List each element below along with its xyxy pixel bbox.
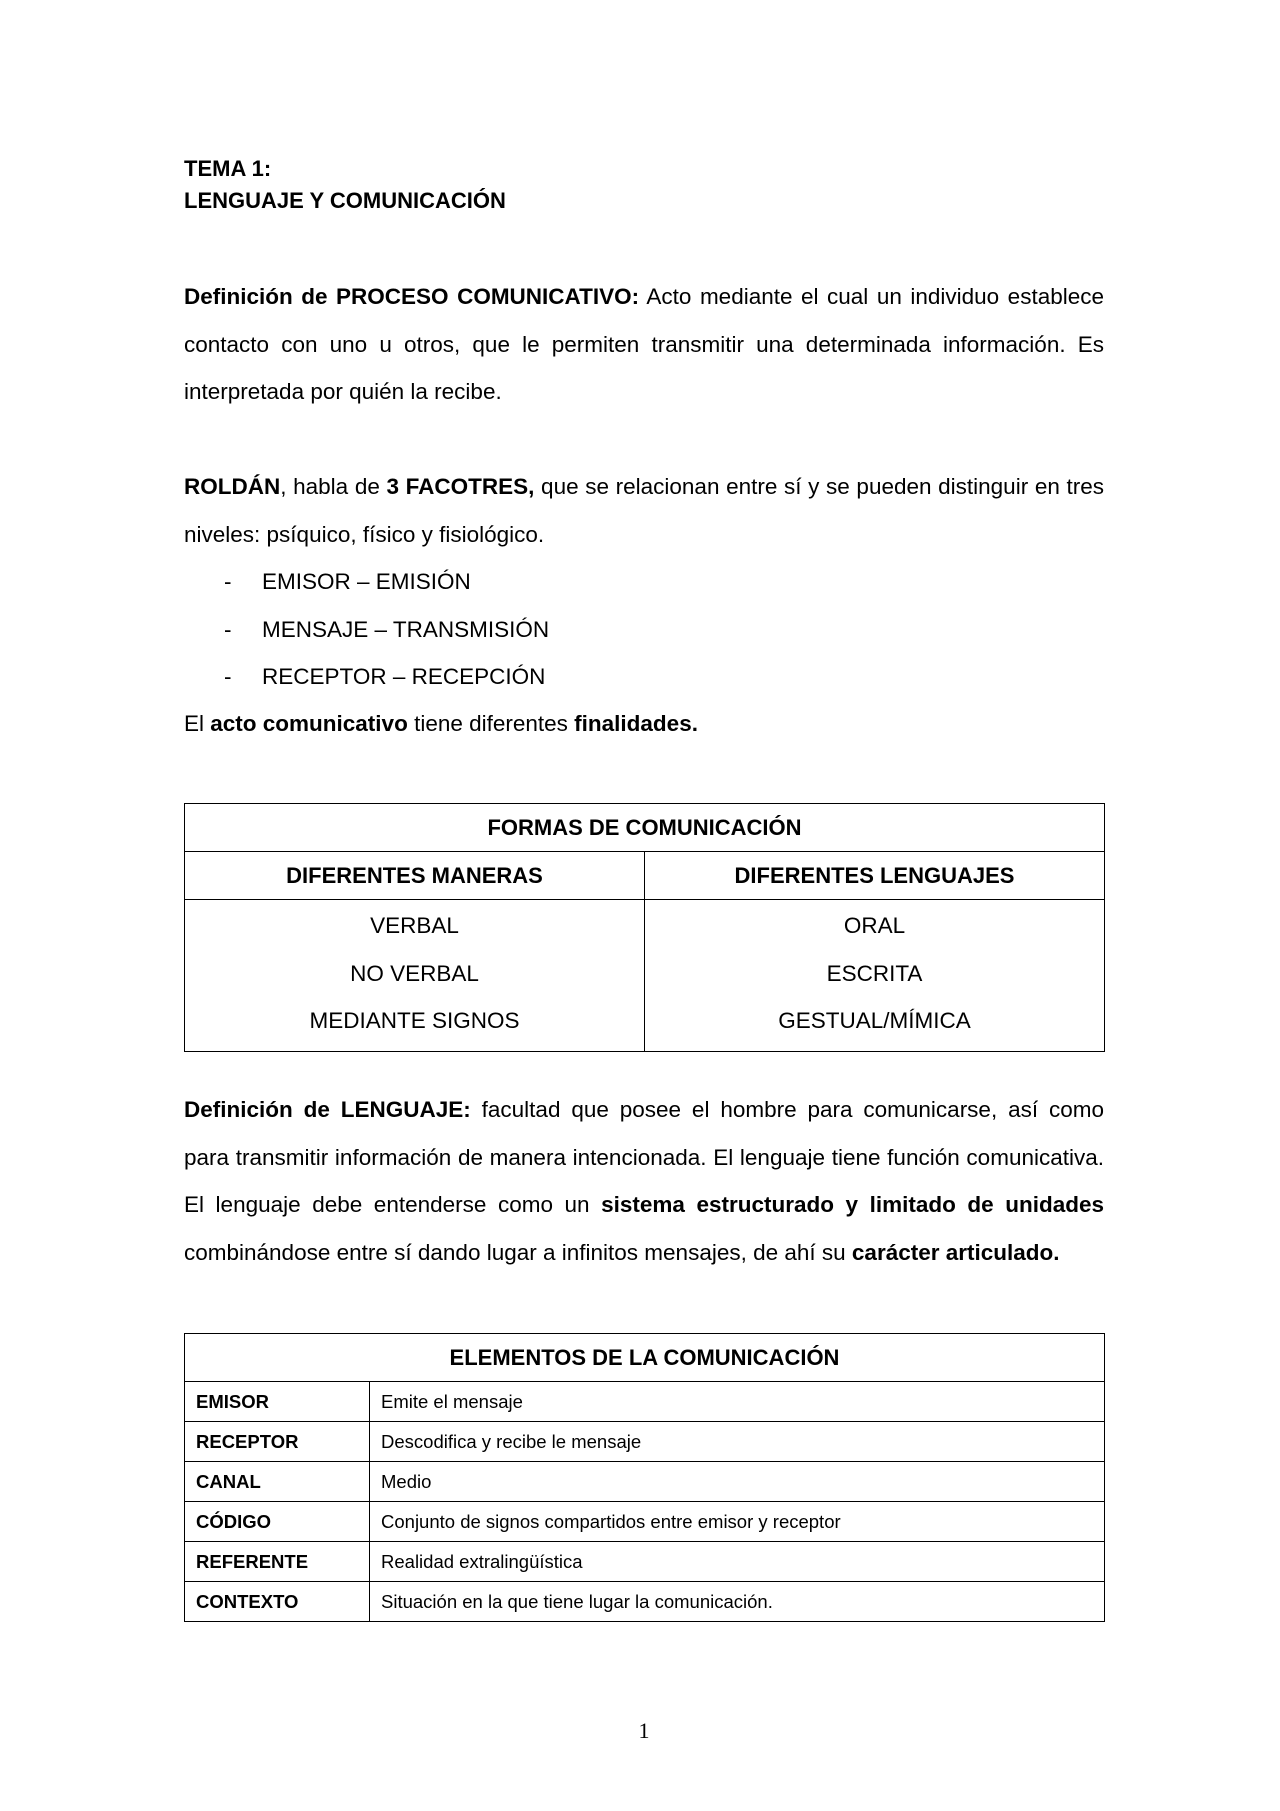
roldan-paragraph: [184, 463, 1104, 558]
acto-bold-2: finalidades.: [574, 711, 698, 736]
formas-col2-cell: [645, 900, 1105, 1052]
acto-text-1: El: [184, 711, 211, 736]
list-item-text: RECEPTOR – RECEPCIÓN: [262, 664, 546, 689]
acto-line: [184, 700, 698, 748]
elementos-table: [184, 1333, 1105, 1622]
element-definition: Emite el mensaje: [370, 1382, 1105, 1422]
element-definition: Realidad extralingüística: [370, 1542, 1105, 1582]
table-row: [185, 1542, 1105, 1582]
lenguaje-bold-1: sistema estructurado y limitado de unidades: [601, 1192, 1105, 1217]
formas-col1-item: NO VERBAL: [350, 960, 479, 986]
tema-label: TEMA 1:: [184, 156, 272, 181]
list-dash: -: [224, 664, 232, 689]
element-term: REFERENTE: [185, 1542, 370, 1582]
element-term: RECEPTOR: [185, 1422, 370, 1462]
formas-col2-item: ESCRITA: [826, 960, 923, 986]
page-title: LENGUAJE Y COMUNICACIÓN: [184, 188, 506, 213]
formas-col2-item: GESTUAL/MÍMICA: [778, 1008, 971, 1033]
lenguaje-text-2: combinándose entre sí dando lugar a infinitos mensajes, de ahí su: [184, 1239, 852, 1265]
formas-table-title: FORMAS DE COMUNICACIÓN: [185, 804, 1105, 852]
table-row: [185, 1582, 1105, 1622]
list-item-text: EMISOR – EMISIÓN: [262, 569, 471, 594]
element-term: CONTEXTO: [185, 1582, 370, 1622]
lenguaje-paragraph: [184, 1086, 1104, 1276]
table-row: [185, 1422, 1105, 1462]
proceso-paragraph: [184, 273, 1104, 416]
elementos-table-title: ELEMENTOS DE LA COMUNICACIÓN: [185, 1334, 1105, 1382]
element-definition: Medio: [370, 1462, 1105, 1502]
acto-text-2: tiene diferentes: [407, 711, 575, 736]
element-definition: Descodifica y recibe le mensaje: [370, 1422, 1105, 1462]
list-item: [184, 653, 1104, 701]
roldan-name: ROLDÁN: [184, 474, 281, 499]
list-item-text: MENSAJE – TRANSMISIÓN: [262, 616, 550, 642]
proceso-text: Acto mediante el cual un individuo establece contacto con uno u otros, que le permiten transmitir una determinada información. Es interpretada por quién la recibe.: [184, 284, 1105, 404]
element-term: CÓDIGO: [185, 1502, 370, 1542]
lenguaje-text-1: facultad que posee el hombre para comunicarse, así como para transmitir información de manera intencionada. El lenguaje tiene función comunicativa. El lenguaje debe entenderse como un: [184, 1097, 1104, 1217]
list-dash: -: [224, 569, 232, 594]
formas-col1-cell: [185, 900, 645, 1052]
proceso-label: Definición de PROCESO COMUNICATIVO:: [184, 284, 640, 309]
list-item: [184, 558, 1104, 606]
lenguaje-label: Definición de LENGUAJE:: [184, 1097, 471, 1122]
formas-col2-header: DIFERENTES LENGUAJES: [645, 852, 1105, 900]
element-definition: Situación en la que tiene lugar la comunicación.: [370, 1582, 1105, 1622]
table-row: [185, 1382, 1105, 1422]
formas-col2-item: ORAL: [843, 913, 906, 938]
page-number: 1: [638, 1718, 650, 1743]
element-term: CANAL: [185, 1462, 370, 1502]
roldan-factors: 3 FACOTRES,: [386, 474, 535, 499]
element-definition: Conjunto de signos compartidos entre emisor y receptor: [370, 1502, 1105, 1542]
lenguaje-bold-2: carácter articulado.: [851, 1239, 1060, 1265]
formas-col1-header: DIFERENTES MANERAS: [185, 852, 645, 900]
list-dash: -: [224, 616, 232, 642]
list-item: [184, 606, 1104, 654]
document-page: [184, 0, 1104, 1811]
element-term: EMISOR: [185, 1382, 370, 1422]
formas-col1-item: MEDIANTE SIGNOS: [309, 1008, 520, 1033]
formas-col1-item: VERBAL: [370, 913, 459, 938]
table-row: [185, 1502, 1105, 1542]
factors-list: [184, 558, 1104, 701]
roldan-text-2: que se relacionan entre sí y se pueden distinguir en tres niveles: psíquico, físico y fisiológico.: [184, 474, 1104, 547]
acto-bold-1: acto comunicativo: [210, 711, 408, 736]
roldan-text-1: , habla de: [280, 474, 387, 499]
table-row: [185, 1462, 1105, 1502]
formas-table: [184, 803, 1105, 1052]
